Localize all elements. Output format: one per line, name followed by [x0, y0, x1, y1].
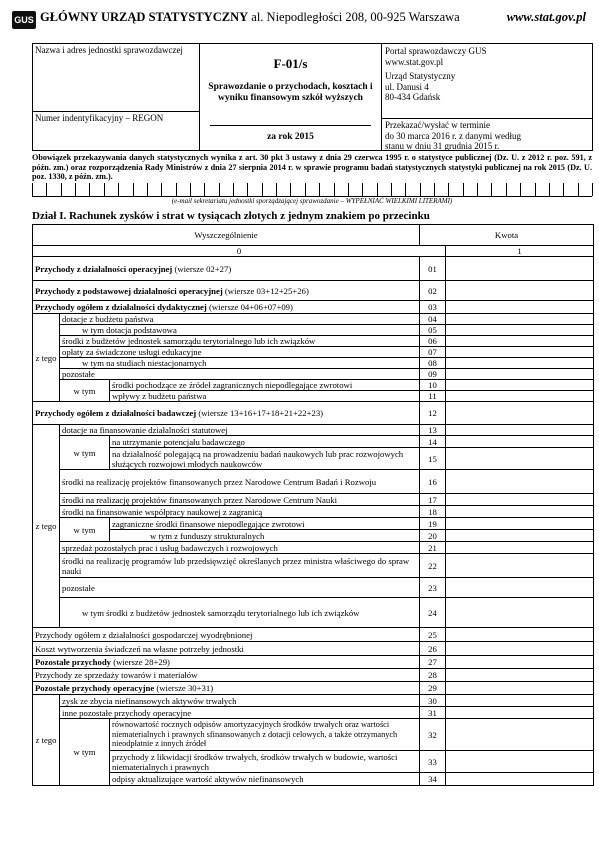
z-tego-label: z tego	[33, 425, 60, 628]
row-label: Przychody z podstawowej działalności operacyjnej (wiersze 03+12+25+26)	[33, 281, 420, 301]
row-number: 16	[420, 470, 446, 494]
email-char-cell[interactable]	[420, 183, 421, 196]
row-label: w tym dotacja podstawowa	[60, 325, 420, 336]
email-char-cell[interactable]	[233, 183, 234, 196]
email-char-cell[interactable]	[89, 183, 90, 196]
row-number: 06	[420, 336, 446, 347]
amount-cell[interactable]	[446, 751, 594, 773]
office-line-3: 80-434 Gdańsk	[385, 92, 441, 103]
row-number: 31	[420, 707, 446, 719]
amount-cell[interactable]	[446, 336, 594, 347]
email-char-cell[interactable]	[204, 183, 205, 196]
z-tego-label: z tego	[33, 314, 60, 402]
amount-cell[interactable]	[446, 530, 594, 542]
table-row	[33, 669, 594, 682]
row-label: w tym środki z budżetów jednostek samorządu terytorialnego lub ich związków	[60, 598, 420, 628]
col-header-amount: Kwota	[420, 225, 594, 246]
profit-loss-table	[32, 224, 594, 786]
legal-obligation: Obowiązek przekazywania danych statystycznych wynika z art. 30 pkt 3 ustawy z dnia 29 czerwca 1995 r. o statystyce publicznej (Dz. U. z 2012 r. poz. 591, z późn. zm.) oraz rozporządzenia Rady Ministrów z dnia 27 sierpnia 2014 r. w sprawie programu badań statystycznych statystyki publicznej na rok 2015 (Dz. U. poz. 1330, z późn. zm.).	[32, 153, 592, 182]
table-row	[33, 578, 594, 598]
table-row	[33, 628, 594, 642]
email-char-cell[interactable]	[46, 183, 47, 196]
amount-cell[interactable]	[446, 656, 594, 669]
row-label: przychody z likwidacji środków trwałych, środków trwałych w budowie, wartości niematerialnych i prawnych	[110, 751, 420, 773]
row-number: 03	[420, 301, 446, 314]
deadline-line-3: stanu w dniu 31 grudnia 2015 r.	[385, 141, 500, 152]
amount-cell[interactable]	[446, 554, 594, 578]
row-number: 33	[420, 751, 446, 773]
amount-cell[interactable]	[446, 314, 594, 325]
amount-cell[interactable]	[446, 542, 594, 554]
office-line-2: ul. Danusi 4	[385, 81, 429, 92]
org-name: GŁÓWNY URZĄD STATYSTYCZNY	[40, 10, 249, 24]
amount-cell[interactable]	[446, 470, 594, 494]
amount-cell[interactable]	[446, 347, 594, 358]
row-number: 23	[420, 578, 446, 598]
row-number: 25	[420, 628, 446, 642]
row-label: środki na realizację programów lub przedsięwzięć określanych przez ministra właściwego do spraw nauki	[60, 554, 420, 578]
email-char-cell[interactable]	[535, 183, 536, 196]
email-char-cell[interactable]	[405, 183, 406, 196]
row-label: w tym z funduszy strukturalnych	[110, 530, 420, 542]
row-number: 22	[420, 554, 446, 578]
email-char-cell[interactable]	[247, 183, 248, 196]
table-row	[33, 542, 594, 554]
amount-cell[interactable]	[446, 380, 594, 391]
row-label: środki pochodzące ze źródeł zagranicznych niepodlegające zwrotowi	[110, 380, 420, 391]
table-row	[33, 425, 594, 436]
email-char-cell[interactable]	[578, 183, 579, 196]
z-tego-label: z tego	[33, 695, 60, 786]
form-code: F-01/s	[273, 56, 308, 71]
row-label: w tym na studiach niestacjonarnych	[60, 358, 420, 369]
amount-cell[interactable]	[446, 695, 594, 707]
amount-cell[interactable]	[446, 518, 594, 530]
table-row	[33, 518, 594, 530]
unit-name-box[interactable]	[32, 43, 200, 112]
table-row	[33, 695, 594, 707]
row-number: 20	[420, 530, 446, 542]
table-row	[33, 257, 594, 281]
table-row	[33, 707, 594, 719]
table-row	[33, 347, 594, 358]
row-number: 12	[420, 402, 446, 425]
row-number: 08	[420, 358, 446, 369]
table-row	[33, 506, 594, 518]
org-url: www.stat.gov.pl	[506, 10, 586, 24]
row-number: 24	[420, 598, 446, 628]
amount-cell[interactable]	[446, 598, 594, 628]
email-char-cell[interactable]	[391, 183, 392, 196]
row-label: Pozostałe przychody operacyjne (wiersze 30+31)	[33, 682, 420, 695]
row-label: zysk ze zbycia niefinansowych aktywów trwałych	[60, 695, 420, 707]
amount-cell[interactable]	[446, 301, 594, 314]
row-label: środki na finansowanie współpracy naukowej z zagranicą	[60, 506, 420, 518]
email-char-cell[interactable]	[305, 183, 306, 196]
email-char-cell[interactable]	[448, 183, 449, 196]
row-number: 01	[420, 257, 446, 281]
amount-cell[interactable]	[446, 402, 594, 425]
row-label: środki na realizację projektów finansowanych przez Narodowe Centrum Badań i Rozwoju	[60, 470, 420, 494]
row-number: 14	[420, 436, 446, 448]
row-label: środki na realizację projektów finansowanych przez Narodowe Centrum Nauki	[60, 494, 420, 506]
table-row	[33, 436, 594, 448]
email-char-cell[interactable]	[61, 183, 62, 196]
email-char-cell[interactable]	[563, 183, 564, 196]
row-label: Przychody ogółem z działalności badawczej (wiersze 13+16+17+18+21+22+23)	[33, 402, 420, 425]
table-row	[33, 642, 594, 656]
table-row	[33, 314, 594, 325]
email-char-cell[interactable]	[434, 183, 435, 196]
row-label: sprzedaż pozostałych prac i usług badawczych i rozwojowych	[60, 542, 420, 554]
row-number: 30	[420, 695, 446, 707]
table-row	[33, 358, 594, 369]
email-char-cell[interactable]	[290, 183, 291, 196]
row-label: Koszt wytworzenia świadczeń na własne potrzeby jednostki	[33, 642, 420, 656]
deadline-line-2: do 30 marca 2016 r. z danymi według	[385, 130, 521, 141]
table-row	[33, 598, 594, 628]
row-number: 17	[420, 494, 446, 506]
table-row	[33, 301, 594, 314]
row-number: 15	[420, 448, 446, 470]
row-label: na działalność polegającą na prowadzeniu badań naukowych lub prac rozwojowych służących rozwojowi młodych naukowców	[110, 448, 420, 470]
email-char-cell[interactable]	[32, 183, 33, 196]
row-label: inne pozostałe przychody operacyjne	[60, 707, 420, 719]
row-number: 05	[420, 325, 446, 336]
table-row	[33, 325, 594, 336]
row-label: Przychody z działalności operacyjnej (wiersze 02+27)	[33, 257, 420, 281]
col-header-desc: Wyszczególnienie	[33, 225, 420, 246]
email-char-cell[interactable]	[549, 183, 550, 196]
row-label: na utrzymanie potencjału badawczego	[110, 436, 420, 448]
row-label: środki z budżetów jednostek samorządu terytorialnego lub ich związków	[60, 336, 420, 347]
table-row	[33, 773, 594, 786]
amount-cell[interactable]	[446, 448, 594, 470]
email-char-cell[interactable]	[161, 183, 162, 196]
table-row	[33, 380, 594, 391]
amount-cell[interactable]	[446, 773, 594, 786]
email-note: (e-mail sekretariatu jednostki sporządzającej sprawozdanie – WYPEŁNIAĆ WIELKIMI LITERAMI)	[171, 197, 453, 205]
amount-cell[interactable]	[446, 628, 594, 642]
table-row	[33, 402, 594, 425]
row-number: 09	[420, 369, 446, 380]
amount-cell[interactable]	[446, 436, 594, 448]
amount-cell[interactable]	[446, 642, 594, 656]
row-number: 32	[420, 719, 446, 751]
email-char-cell[interactable]	[477, 183, 478, 196]
row-number: 21	[420, 542, 446, 554]
table-row	[33, 470, 594, 494]
email-char-cell[interactable]	[362, 183, 363, 196]
email-char-cell[interactable]	[176, 183, 177, 196]
recipient-box	[381, 43, 593, 151]
amount-cell[interactable]	[446, 425, 594, 436]
row-label: opłaty za świadczone usługi edukacyjne	[60, 347, 420, 358]
amount-cell[interactable]	[446, 281, 594, 301]
amount-cell[interactable]	[446, 257, 594, 281]
portal-line-1: Portal sprawozdawczy GUS	[385, 46, 487, 56]
row-number: 10	[420, 380, 446, 391]
amount-cell[interactable]	[446, 707, 594, 719]
table-row	[33, 719, 594, 751]
form-title: Sprawozdanie o przychodach, kosztach i wyniku finansowym szkół wyższych	[208, 82, 373, 103]
email-char-cell[interactable]	[491, 183, 492, 196]
row-label: dotacje na finansowanie działalności statutowej	[60, 425, 420, 436]
table-row	[33, 494, 594, 506]
row-number: 29	[420, 682, 446, 695]
row-number: 34	[420, 773, 446, 786]
amount-cell[interactable]	[446, 682, 594, 695]
email-char-cell[interactable]	[276, 183, 277, 196]
row-label: Pozostałe przychody (wiersze 28+29)	[33, 656, 420, 669]
row-number: 04	[420, 314, 446, 325]
deadline-line-1: Przekazać/wysłać w terminie	[385, 120, 490, 130]
row-number: 28	[420, 669, 446, 682]
email-char-cell[interactable]	[319, 183, 320, 196]
amount-cell[interactable]	[446, 506, 594, 518]
office-line-1: Urząd Statystyczny	[385, 71, 456, 82]
row-number: 13	[420, 425, 446, 436]
amount-cell[interactable]	[446, 669, 594, 682]
row-label: równowartość rocznych odpisów amortyzacyjnych środków trwałych oraz wartości niematerialnych i prawnych sfinansowanych z dotacji celowych, a także otrzymanych nieodpłatnie z innych źródeł	[110, 719, 420, 751]
row-label: Przychody ogółem z działalności dydaktycznej (wiersze 04+06+07+09)	[33, 301, 420, 314]
row-number: 02	[420, 281, 446, 301]
w-tym-label: w tym	[60, 518, 110, 542]
email-char-cell[interactable]	[377, 183, 378, 196]
amount-cell[interactable]	[446, 358, 594, 369]
amount-cell[interactable]	[446, 391, 594, 402]
col-index-0: 0	[33, 246, 446, 257]
amount-cell[interactable]	[446, 325, 594, 336]
table-row	[33, 369, 594, 380]
amount-cell[interactable]	[446, 719, 594, 751]
header-line	[40, 10, 590, 25]
table-row	[33, 530, 594, 542]
amount-cell[interactable]	[446, 494, 594, 506]
table-row	[33, 751, 594, 773]
email-char-cell[interactable]	[334, 183, 335, 196]
table-row	[33, 336, 594, 347]
table-row	[33, 281, 594, 301]
row-label: odpisy aktualizujące wartość aktywów niefinansowych	[110, 773, 420, 786]
email-char-cell[interactable]	[118, 183, 119, 196]
form-year: za rok 2015	[267, 132, 314, 142]
email-char-cell[interactable]	[104, 183, 105, 196]
col-index-1: 1	[446, 246, 594, 257]
row-label: wpływy z budżetu państwa	[110, 391, 420, 402]
row-number: 18	[420, 506, 446, 518]
regon-box[interactable]	[32, 111, 200, 151]
section-title: Dział I. Rachunek zysków i strat w tysiącach złotych z jednym znakiem po przecinku	[32, 210, 430, 222]
row-number: 26	[420, 642, 446, 656]
org-address: al. Niepodległości 208, 00-925 Warszawa	[251, 10, 460, 24]
regon-label: Numer indentyfikacyjny – REGON	[35, 113, 164, 123]
table-row	[33, 682, 594, 695]
table-row	[33, 656, 594, 669]
row-label: Przychody ze sprzedaży towarów i materiałów	[33, 669, 420, 682]
email-input-row[interactable]	[32, 183, 592, 197]
row-number: 27	[420, 656, 446, 669]
row-label: Przychody ogółem z działalności gospodarczej wyodrębnionej	[33, 628, 420, 642]
email-char-cell[interactable]	[133, 183, 134, 196]
row-number: 19	[420, 518, 446, 530]
email-char-cell[interactable]	[506, 183, 507, 196]
w-tym-label: w tym	[60, 719, 110, 786]
row-number: 11	[420, 391, 446, 402]
row-label: pozostałe	[60, 369, 420, 380]
row-label: dotacje z budżetu państwa	[60, 314, 420, 325]
email-char-cell[interactable]	[147, 183, 148, 196]
form-title-box	[199, 43, 382, 151]
email-char-cell[interactable]	[592, 183, 593, 196]
w-tym-label: w tym	[60, 436, 110, 470]
row-label: pozostałe	[60, 578, 420, 598]
unit-name-label: Nazwa i adres jednostki sprawozdawczej	[35, 45, 183, 55]
amount-cell[interactable]	[446, 369, 594, 380]
row-number: 07	[420, 347, 446, 358]
table-row	[33, 448, 594, 470]
email-char-cell[interactable]	[219, 183, 220, 196]
email-char-cell[interactable]	[190, 183, 191, 196]
w-tym-label: w tym	[60, 380, 110, 402]
email-char-cell[interactable]	[75, 183, 76, 196]
email-char-cell[interactable]	[520, 183, 521, 196]
table-row	[33, 391, 594, 402]
email-char-cell[interactable]	[262, 183, 263, 196]
gus-logo: GUS	[12, 11, 36, 29]
table-row	[33, 554, 594, 578]
amount-cell[interactable]	[446, 578, 594, 598]
email-char-cell[interactable]	[463, 183, 464, 196]
row-label: zagraniczne środki finansowe niepodlegające zwrotowi	[110, 518, 420, 530]
email-char-cell[interactable]	[348, 183, 349, 196]
portal-line-2: www.stat.gov.pl	[385, 56, 444, 67]
